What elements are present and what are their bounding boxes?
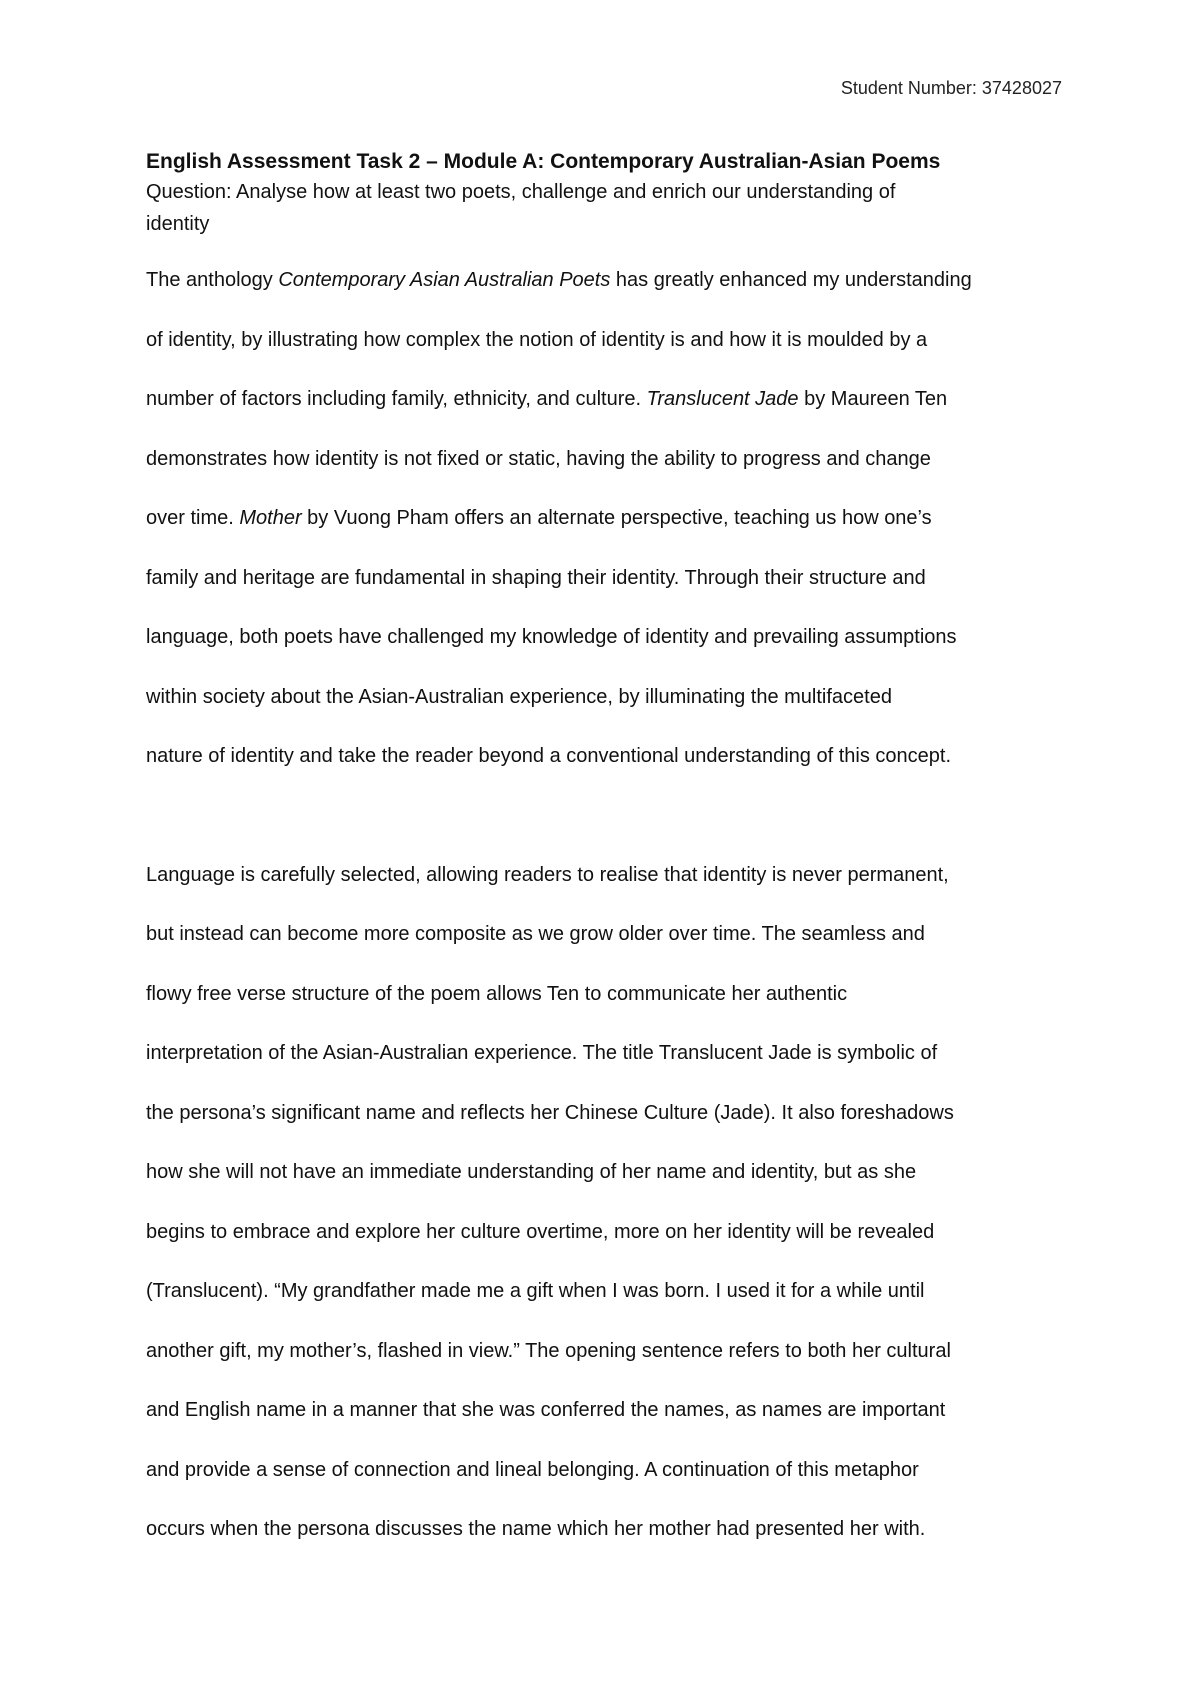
paragraph-line: flowy free verse structure of the poem allows Ten to communicate her authentic	[146, 982, 848, 1005]
question-line: Question: Analyse how at least two poets, challenge and enrich our understanding of	[146, 181, 896, 203]
text-run: by Maureen Ten	[798, 388, 948, 410]
paragraph-line	[146, 370, 1064, 430]
introduction-paragraph	[146, 251, 1064, 787]
paragraph-line: another gift, my mother’s, flashed in view.” The opening sentence refers to both her cultural	[146, 1339, 951, 1362]
question-line: identity	[146, 213, 210, 235]
text-run: number of factors including family, ethnicity, and culture.	[146, 388, 647, 410]
paragraph-line	[146, 251, 1064, 311]
student-number: Student Number: 37428027	[840, 78, 1062, 98]
document-body	[146, 148, 1064, 1560]
paragraph-line: and provide a sense of connection and lineal belonging. A continuation of this metaphor	[146, 1458, 919, 1481]
document-title: English Assessment Task 2 – Module A: Contemporary Australian-Asian Poems	[146, 150, 941, 173]
paragraph-line: and English name in a manner that she was conferred the names, as names are important	[146, 1399, 946, 1421]
paragraph-line: within society about the Asian-Australian experience, by illuminating the multifaceted	[146, 685, 892, 708]
text-run: over time.	[146, 507, 240, 529]
anthology-title: Contemporary Asian Australian Poets	[278, 269, 611, 291]
text-run: by Vuong Pham offers an alternate perspective, teaching us how one’s	[301, 507, 932, 529]
body-paragraph	[146, 846, 1064, 1560]
paragraph-line: the persona’s significant name and reflects her Chinese Culture (Jade). It also foreshadows	[146, 1101, 954, 1124]
paragraph-line	[146, 489, 1064, 549]
paragraph-line: but instead can become more composite as we grow older over time. The seamless and	[146, 923, 925, 945]
paragraph-line: nature of identity and take the reader beyond a conventional understanding of this concept.	[146, 745, 951, 767]
paragraph-line: (Translucent). “My grandfather made me a gift when I was born. I used it for a while until	[146, 1280, 925, 1302]
paragraph-line: demonstrates how identity is not fixed or static, having the ability to progress and change	[146, 447, 931, 470]
poem-title: Translucent Jade	[646, 388, 799, 410]
paragraph-line: Language is carefully selected, allowing readers to realise that identity is never permanent,	[146, 863, 949, 886]
text-run: The anthology	[146, 269, 279, 291]
paragraph-line: occurs when the persona discusses the name which her mother had presented her with.	[146, 1518, 926, 1540]
paragraph-line: interpretation of the Asian-Australian experience. The title Translucent Jade is symbolic of	[146, 1042, 938, 1064]
paragraph-line: begins to embrace and explore her culture overtime, more on her identity will be revealed	[146, 1220, 935, 1243]
text-run: has greatly enhanced my understanding	[610, 269, 972, 291]
paragraph-line: of identity, by illustrating how complex the notion of identity is and how it is moulded by a	[146, 328, 928, 351]
paragraph-line: family and heritage are fundamental in shaping their identity. Through their structure and	[146, 566, 926, 589]
paragraph-line: how she will not have an immediate understanding of her name and identity, but as she	[146, 1161, 917, 1183]
paragraph-line: language, both poets have challenged my knowledge of identity and prevailing assumptions	[146, 626, 957, 648]
essay-question	[146, 176, 1064, 240]
poem-title: Mother	[239, 507, 302, 529]
